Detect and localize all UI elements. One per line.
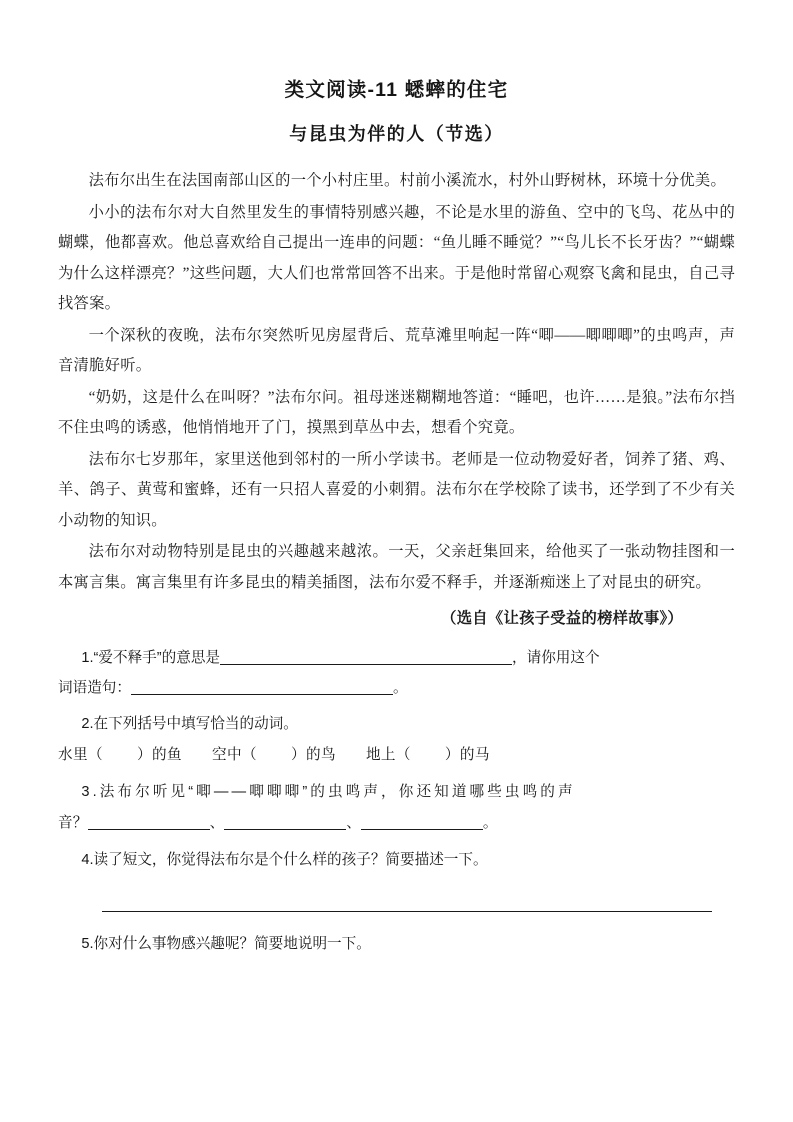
page-title: 类文阅读-11 蟋蟀的住宅 <box>284 79 509 101</box>
question-5-number: 5. <box>81 935 94 952</box>
question-1-answer-blank[interactable] <box>220 647 512 665</box>
question-3-blank-1[interactable] <box>88 812 210 830</box>
question-3-blank-3[interactable] <box>361 812 483 830</box>
page-subtitle: 与昆虫为伴的人（节选） <box>289 124 504 145</box>
question-4-number: 4. <box>81 851 94 868</box>
question-1-line-2 <box>58 673 735 703</box>
question-3 <box>58 777 735 839</box>
question-2 <box>58 709 735 771</box>
question-3-prompt: 法布尔听见“唧——唧唧唧”的虫鸣声，你还知道哪些虫鸣的声 <box>99 783 576 800</box>
question-1-line-1 <box>58 643 735 673</box>
question-3-separator-1: 、 <box>209 814 225 831</box>
question-1-sentence-label: 词语造句： <box>58 679 131 696</box>
question-2-item-2-suffix: ）的鸟 <box>290 746 336 763</box>
question-2-item-3-suffix: ）的马 <box>444 746 490 763</box>
question-5-prompt-line <box>58 929 735 959</box>
question-3-prefix: 音？ <box>58 814 88 831</box>
question-4-prompt-line <box>58 845 735 875</box>
question-2-prompt: 在下列括号中填写恰当的动词。 <box>93 715 298 732</box>
article-paragraph: 法布尔出生在法国南部山区的一个小村庄里。村前小溪流水，村外山野树林，环境十分优美。 <box>88 172 727 190</box>
question-1-suffix: ，请你用这个 <box>512 649 600 666</box>
question-3-line-2 <box>58 808 735 839</box>
questions-section <box>58 643 735 959</box>
question-1-prompt: “爱不释手”的意思是 <box>93 649 221 666</box>
article-paragraph: 法布尔对动物特别是昆虫的兴趣越来越浓。一天，父亲赶集回来，给他买了一张动物挂图和一本寓言集。寓言集里有许多昆虫的精美插图，法布尔爱不释手，并逐渐痴迷上了对昆虫的研究。 <box>58 543 735 591</box>
question-1-period: 。 <box>392 679 408 696</box>
article-body <box>58 166 735 635</box>
question-1-number: 1. <box>81 649 94 666</box>
question-2-number: 2. <box>81 715 94 732</box>
question-4 <box>58 845 735 912</box>
question-4-answer-rule[interactable] <box>102 911 712 912</box>
question-5-prompt: 你对什么事物感兴趣呢？简要地说明一下。 <box>93 935 371 952</box>
question-2-item-2-prefix: 空中（ <box>211 746 257 763</box>
question-3-line-1 <box>58 777 735 808</box>
question-3-number: 3. <box>81 783 100 800</box>
question-3-separator-2: 、 <box>346 814 361 831</box>
question-3-blank-2[interactable] <box>224 812 346 830</box>
question-2-item-1-suffix: ）的鱼 <box>136 746 182 763</box>
article-paragraph: “奶奶，这是什么在叫呀？”法布尔问。祖母迷迷糊糊地答道：“睡吧，也许……是狼。”法布尔挡不住虫鸣的诱惑，他悄悄地开了门，摸黑到草丛中去，想看个究竟。 <box>58 388 735 437</box>
question-2-item-3-prefix: 地上（ <box>365 746 411 763</box>
article-paragraph: 一个深秋的夜晚，法布尔突然听见房屋背后、荒草滩里响起一阵“唧——唧唧唧”的虫鸣声，声音清脆好听。 <box>58 326 735 375</box>
question-1 <box>58 643 735 703</box>
question-1-sentence-blank[interactable] <box>131 677 393 695</box>
question-2-prompt-line <box>58 709 735 739</box>
article-source: （选自《让孩子受益的榜样故事》） <box>441 610 683 628</box>
question-2-item-1-prefix: 水里（ <box>58 746 103 763</box>
question-2-fill-row <box>58 739 735 771</box>
question-5 <box>58 929 735 959</box>
article-paragraph: 小小的法布尔对大自然里发生的事情特别感兴趣，不论是水里的游鱼、空中的飞鸟、花丛中的蝴蝶，他都喜欢。他总喜欢给自己提出一连串的问题：“鱼儿睡不睡觉？”“鸟儿长不长牙齿？”“蝴蝶为什么这样漂亮？”这些问题，大人们也常常回答不出来。于是他时常留心观察飞禽和昆虫，自己寻找答案。 <box>58 203 735 313</box>
question-4-prompt: 读了短文，你觉得法布尔是个什么样的孩子？简要描述一下。 <box>93 851 488 868</box>
question-3-period: 。 <box>482 814 498 831</box>
article-paragraph: 法布尔七岁那年，家里送他到邻村的一所小学读书。老师是一位动物爱好者，饲养了猪、鸡、羊、鸽子、黄莺和蜜蜂，还有一只招人喜爱的小刺猬。法布尔在学校除了读书，还学到了不少有关小动物的知识。 <box>58 450 735 529</box>
